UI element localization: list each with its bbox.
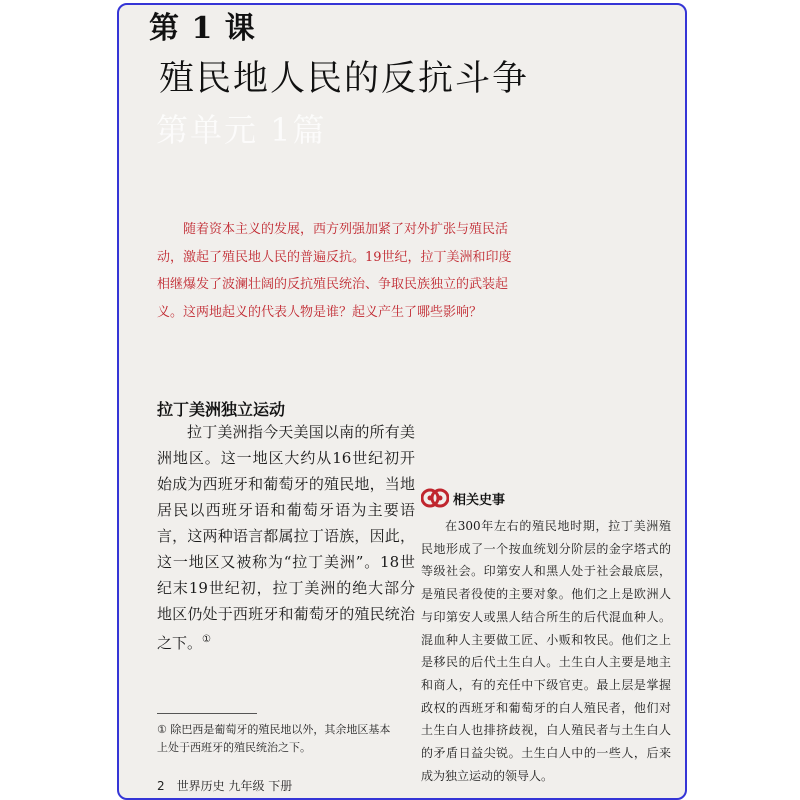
- unit-watermark: 第单元 1篇: [156, 111, 327, 149]
- lesson-title: 殖民地人民的反抗斗争: [159, 59, 530, 99]
- section-body-text: 拉丁美洲指今天美国以南的所有美洲地区。这一地区大约从16世纪初开始成为西班牙和葡萄牙的殖民地，当地居民以西班牙语和葡萄牙语为主要语言，这两种语言都属拉丁语族，因此，这一地区又被称为“拉丁美洲”。18世纪末19世纪初，拉丁美洲的绝大部分地区仍处于西班牙和葡萄牙的殖民统治之下。: [157, 423, 415, 652]
- page-footer: [157, 777, 292, 794]
- sidebar-header: [421, 485, 671, 511]
- footnote-divider: [157, 713, 257, 714]
- lesson-intro: 随着资本主义的发展，西方列强加紧了对外扩张与殖民活动，激起了殖民地人民的普遍反抗。19世纪，拉丁美洲和印度相继爆发了波澜壮阔的反抗殖民统治、争取民族独立的武装起义。这两地起义的代表人物是谁？起义产生了哪些影响？: [157, 222, 512, 320]
- sidebar-title: 相关史事: [453, 492, 506, 508]
- lesson-number: 第 1 课: [149, 11, 256, 46]
- related-history-box: [421, 485, 671, 787]
- section-heading: 拉丁美洲独立运动: [157, 400, 286, 419]
- section-body: [157, 419, 415, 656]
- related-history-icon: [421, 485, 449, 511]
- sidebar-text: 在300年左右的殖民地时期，拉丁美洲殖民地形成了一个按血统划分阶层的金字塔式的等级社会。印第安人和黑人处于社会最底层，是殖民者役使的主要对象。他们之上是欧洲人与印第安人或黑人结合所生的后代混血种人。混血种人主要做工匠、小贩和牧民。他们之上是移民的后代土生白人。土生白人主要是地主和商人，有的充任中下级官吏。最上层是掌握政权的西班牙和葡萄牙的白人殖民者，他们对土生白人也排挤歧视，白人殖民者与土生白人的矛盾日益尖锐。土生白人中的一些人，后来成为独立运动的领导人。: [421, 519, 671, 783]
- page-number: 2: [157, 779, 165, 793]
- book-title: 世界历史 九年级 下册: [176, 779, 293, 793]
- textbook-page: [117, 3, 687, 800]
- footnote: ① 除巴西是葡萄牙的殖民地以外，其余地区基本上处于西班牙的殖民统治之下。: [157, 723, 391, 754]
- footnote-ref[interactable]: ①: [202, 634, 211, 645]
